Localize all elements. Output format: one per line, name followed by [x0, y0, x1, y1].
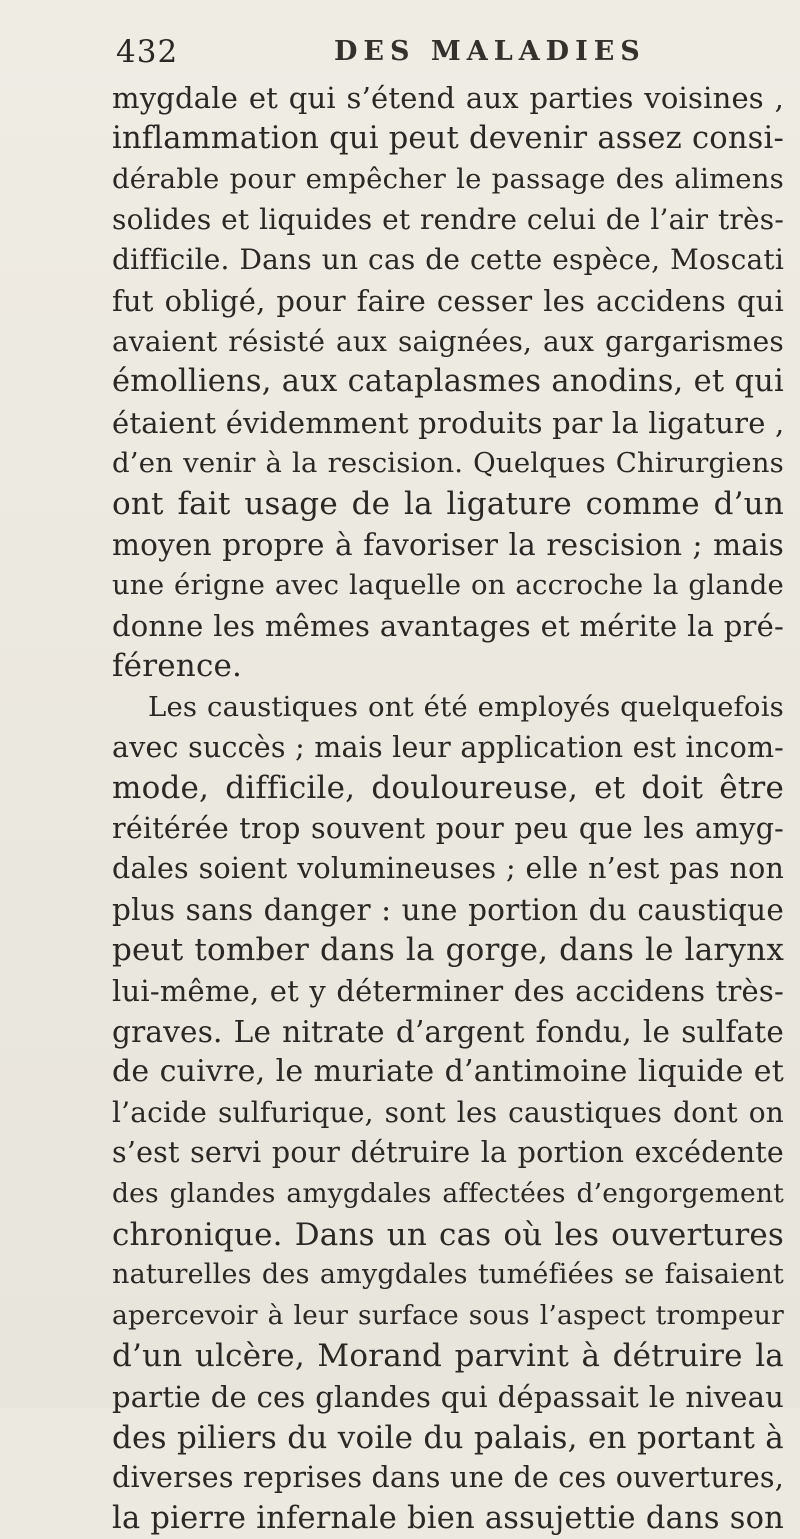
- text-line: la pierre infernale bien assujettie dans son: [112, 1500, 784, 1536]
- text-line: partie de ces glandes qui dépassait le niveau: [112, 1380, 784, 1414]
- text-line: moyen propre à favoriser la rescision ; mais: [112, 527, 784, 562]
- text-line: graves. Le nitrate d’argent fondu, le sulfate: [112, 1014, 784, 1049]
- text-line: difficile. Dans un cas de cette espèce, Moscati: [112, 243, 784, 277]
- text-line: chronique. Dans un cas où les ouvertures: [112, 1216, 784, 1253]
- text-line: d’un ulcère, Morand parvint à détruire la: [112, 1338, 784, 1375]
- running-head: [112, 34, 772, 74]
- text-line: fut obligé, pour faire cesser les accidens qui: [112, 283, 784, 318]
- text-line: férence.: [112, 648, 243, 685]
- text-line: dales soient volumineuses ; elle n’est pas non: [112, 852, 784, 886]
- text-line: émolliens, aux cataplasmes anodins, et qui: [112, 364, 784, 400]
- text-line: réitérée trop souvent pour peu que les amyg-: [112, 811, 784, 845]
- text-line: mode, difficile, douloureuse, et doit être: [112, 770, 784, 807]
- text-line: s’est servi pour détruire la portion excédente: [112, 1136, 784, 1170]
- text-line: inflammation qui peut devenir assez consi-: [112, 120, 784, 156]
- text-line: des piliers du voile du palais, en portant à: [112, 1419, 784, 1456]
- text-line: de cuivre, le muriate d’antimoine liquide et: [112, 1054, 784, 1090]
- text-line: plus sans danger : une portion du caustique: [112, 892, 784, 927]
- text-line: des glandes amygdales affectées d’engorgement: [112, 1178, 784, 1210]
- text-line: apercevoir à leur surface sous l’aspect trompeur: [112, 1299, 784, 1331]
- running-title: DES MALADIES: [334, 36, 646, 67]
- text-line: peut tomber dans la gorge, dans le larynx: [112, 932, 784, 969]
- body-text: [112, 78, 784, 1539]
- text-line: avec succès ; mais leur application est incom-: [112, 730, 784, 764]
- text-line: d’en venir à la rescision. Quelques Chirurgiens: [112, 447, 784, 480]
- text-line: lui-même, et y déterminer des accidens très-: [112, 974, 784, 1009]
- text-line: naturelles des amygdales tuméfiées se faisaient: [112, 1259, 784, 1291]
- text-line: étaient évidemment produits par la ligature ,: [112, 405, 785, 440]
- paragraph-start-line: Les caustiques ont été employés quelquefois: [148, 690, 784, 723]
- text-line: diverses reprises dans une de ces ouvertures,: [112, 1461, 784, 1495]
- text-line: avaient résisté aux saignées, aux gargarismes: [112, 324, 784, 358]
- page-number: 432: [116, 34, 179, 70]
- text-line: l’acide sulfurique, sont les caustiques dont on: [112, 1095, 784, 1129]
- text-line: ont fait usage de la ligature comme d’un: [112, 485, 784, 522]
- text-line: solides et liquides et rendre celui de l’air très-: [112, 202, 784, 236]
- text-line: une érigne avec laquelle on accroche la glande: [112, 569, 784, 602]
- text-line: dérable pour empêcher le passage des alimens: [112, 163, 784, 196]
- text-line: donne les mêmes avantages et mérite la pré-: [112, 608, 784, 643]
- text-line: mygdale et qui s’étend aux parties voisines ,: [112, 81, 784, 115]
